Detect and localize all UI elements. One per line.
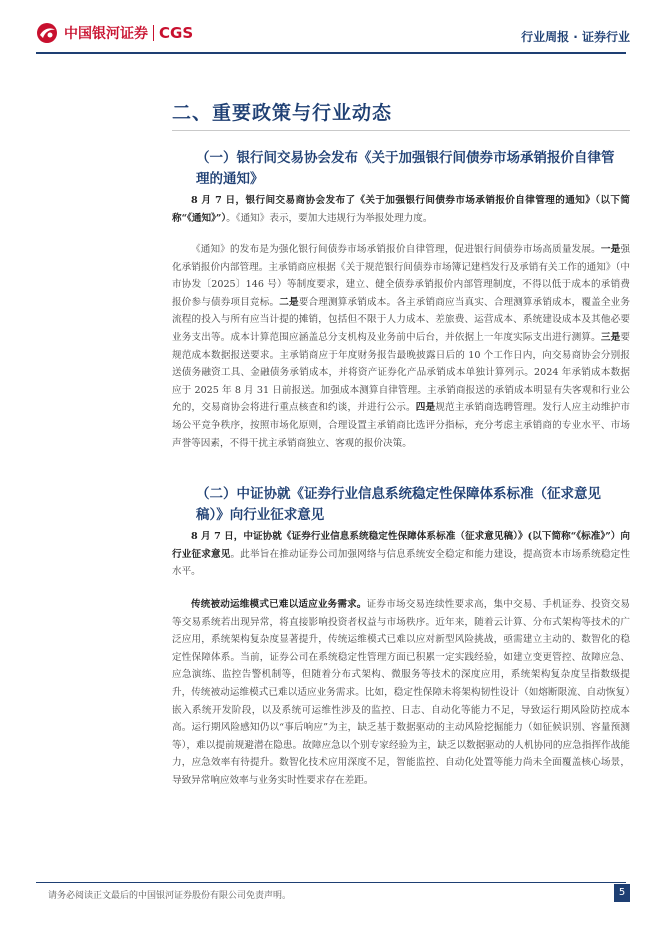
part1-keyword-1: 一是 — [600, 244, 621, 255]
part1-body-2: 强化承销报价内部管理。主承销商应根据《关于规范银行间债券市场簿记建档发行及承销有关工作的通知》（中市协发〔2025〕146 号）等制度要求，建立、健全债券承销报价内部管理制度，不得以低于成本的承销费报价参与债券项目竞标。 — [172, 244, 631, 308]
report-category: 行业周报 · 证券行业 — [521, 30, 630, 44]
part1-body-5: 规范主承销商选聘管理。发行人应主动维护市场公平竞争秩序，按照市场化原则，合理设置主承销商比选评分指标，充分考虑主承销商的专业水平、市场声誉等因素，不得干扰主承销商独立、客观的报价决策。 — [172, 402, 631, 449]
header-divider — [36, 52, 626, 54]
part2-intro-rest: 。此举旨在推动证券公司加强网络与信息系统安全稳定和能力建设，提高资本市场系统稳定性水平。 — [172, 548, 631, 578]
logo-divider — [153, 25, 154, 41]
part1-intro — [172, 192, 630, 227]
part2-body-text: 证券市场交易连续性要求高，集中交易、手机证券、投资交易等交易系统若出现异常，将直接影响投资者权益与市场秩序。近年来，随着云计算、分布式架构等技术的广泛应用，系统架构复杂度显著提升，传统运维模式已难以应对新型风险挑战，亟需建立主动的、数智化的稳定性保障体系。当前，证券公司在系统稳定性管理方面已积累一定实践经验，如建立变更管控、故障应急、应急演练、监控告警机制等，但随着分布式架构、微服务等技术的深度应用，系统架构复杂度呈指数级提升，传统被动运维模式已难以适应业务需求。比如，稳定性保障未将架构韧性设计（如熔断限流、自动恢复）嵌入系统开发阶段，以及系统可运维性涉及的监控、日志、自动化等能力不足，导致运行期风险防控成本高。运行期风险感知仍以“事后响应”为主，缺乏基于数据驱动的主动风险挖掘能力（如征候识别、容量预测等），难以提前规避潜在隐患。故障应急以个别专家经验为主，缺乏以数据驱动的人机协同的应急指挥作战能力，应急效率有待提升。数智化技术应用深度不足，智能监控、自动化处置等能力尚未全面覆盖核心场景，导致异常响应效率与业务实时性要求存在差距。 — [172, 599, 631, 786]
galaxy-logo-icon — [36, 22, 58, 44]
part1-keyword-3: 三是 — [600, 331, 621, 343]
footer-divider — [36, 882, 626, 883]
part1-intro-rest: 。《通知》表示，要加大违规行为举报处理力度。 — [226, 212, 433, 224]
part2-intro-bold: 8 月 7 日，中证协就《证券行业信息系统稳定性保障体系标准（征求意见稿）》(以下简称“《标准》”）向行业征求意见 — [172, 531, 630, 560]
part1-body — [172, 241, 630, 452]
part2-intro — [172, 528, 630, 581]
part2-keyword: 传统被动运维模式已难以适应业务需求。 — [191, 599, 367, 610]
part1-body-1: 《通知》的发布是为强化银行间债券市场承销报价自律管理，促进银行间债券市场高质量发展。 — [191, 244, 601, 255]
company-logo — [36, 22, 193, 44]
page-number: 5 — [614, 884, 630, 902]
part1-keyword-2: 二是 — [279, 296, 299, 308]
part1-body-4: 要规范成本数据报送要求。主承销商应于年度财务报告最晚披露日后的 10 个工作日内，向交易商协会分别报送债务融资工具、金融债务承销成本，并将资产证券化产品承销成本单独计算列示。2024 年承销成本数据应于 2025 年 8 月 31 日前报送。加强成本测算自律管理。主承销商报送的承销成本明显有失客观和行业公允的，交易商协会将进行重点核查和约谈，并进行公示。 — [172, 331, 631, 414]
part2-body — [172, 596, 630, 790]
logo-english-name: CGS — [159, 24, 194, 42]
subsection-title-2: （二）中证协就《证券行业信息系统稳定性保障体系标准（征求意见稿）》向行业征求意见 — [196, 486, 601, 523]
part1-intro-bold: 8 月 7 日，银行间交易商协会发布了《关于加强银行间债券市场承销报价自律管理的通知》（以下简称“《通知》”） — [172, 195, 630, 224]
subsection-title-1: （一）银行间交易协会发布《关于加强银行间债券市场承销报价自律管理的通知》 — [196, 150, 615, 187]
section-title: 二、重要政策与行业动态 — [172, 102, 393, 124]
part1-keyword-4: 四是 — [415, 402, 436, 414]
section-divider — [172, 130, 630, 131]
page-header — [0, 0, 662, 64]
footer-disclaimer: 请务必阅读正文最后的中国银河证券股份有限公司免责声明。 — [48, 891, 292, 901]
part1-body-3: 要合理测算承销成本。各主承销商应当真实、合理测算承销成本，覆盖全业务流程的投入与所有应当计提的摊销，包括但不限于人力成本、差旅费、运营成本、系统建设成本及其他必要业务支出等。成本计算范围应涵盖总分支机构及业务前中后台，并依据上一年度实际支出进行测算。 — [172, 296, 631, 343]
logo-chinese-name: 中国银河证券 — [64, 26, 148, 42]
